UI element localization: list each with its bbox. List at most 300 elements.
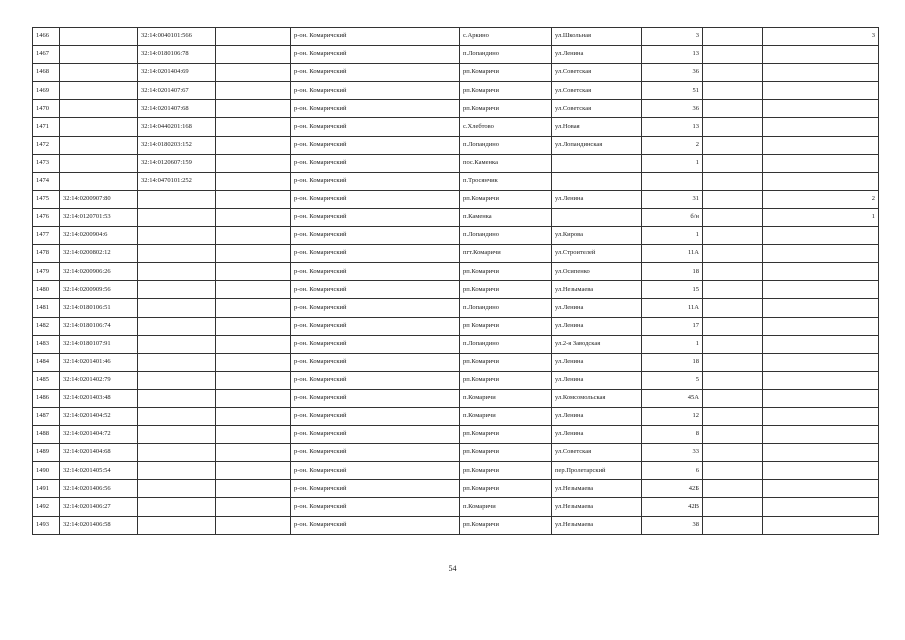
street-cell: ул.Советская bbox=[552, 444, 642, 462]
empty-cell bbox=[703, 426, 763, 444]
locality-cell: п.Лопандино bbox=[460, 46, 552, 64]
count-cell bbox=[763, 371, 879, 389]
locality-cell: п.Каменка bbox=[460, 208, 552, 226]
property-register-table bbox=[32, 27, 879, 535]
cadastral-number-alt-cell bbox=[138, 462, 216, 480]
house-number-cell: 1 bbox=[642, 227, 703, 245]
row-number-cell: 1492 bbox=[33, 498, 60, 516]
count-cell bbox=[763, 281, 879, 299]
row-number-cell: 1482 bbox=[33, 317, 60, 335]
count-cell: 1 bbox=[763, 208, 879, 226]
cadastral-number-cell: 32:14:0201406:27 bbox=[60, 498, 138, 516]
table-row bbox=[33, 444, 879, 462]
district-cell: р-он. Комаричский bbox=[291, 154, 460, 172]
locality-cell: п.Лопандино bbox=[460, 136, 552, 154]
empty-cell bbox=[703, 227, 763, 245]
table-row bbox=[33, 317, 879, 335]
district-cell: р-он. Комаричский bbox=[291, 317, 460, 335]
cadastral-number-cell: 32:14:0201406:56 bbox=[60, 480, 138, 498]
house-number-cell: 8 bbox=[642, 426, 703, 444]
cadastral-number-alt-cell: 32:14:0040101:566 bbox=[138, 28, 216, 46]
locality-cell: рп.Комаричи bbox=[460, 444, 552, 462]
empty-cell bbox=[703, 335, 763, 353]
street-cell: ул.Ленина bbox=[552, 317, 642, 335]
street-cell bbox=[552, 154, 642, 172]
row-number-cell: 1481 bbox=[33, 299, 60, 317]
cadastral-number-cell bbox=[60, 46, 138, 64]
cadastral-number-cell: 32:14:0201402:79 bbox=[60, 371, 138, 389]
district-cell: р-он. Комаричский bbox=[291, 100, 460, 118]
street-cell: ул.Лопандинская bbox=[552, 136, 642, 154]
cadastral-number-alt-cell bbox=[138, 299, 216, 317]
count-cell bbox=[763, 136, 879, 154]
table-body bbox=[33, 28, 879, 535]
empty-cell bbox=[216, 263, 291, 281]
table-row bbox=[33, 154, 879, 172]
locality-cell: рп.Комаричи bbox=[460, 480, 552, 498]
cadastral-number-alt-cell bbox=[138, 281, 216, 299]
cadastral-number-alt-cell: 32:14:0180106:78 bbox=[138, 46, 216, 64]
row-number-cell: 1487 bbox=[33, 407, 60, 425]
empty-cell bbox=[216, 82, 291, 100]
table-row bbox=[33, 498, 879, 516]
house-number-cell: 1 bbox=[642, 335, 703, 353]
row-number-cell: 1483 bbox=[33, 335, 60, 353]
locality-cell: рп.Комаричи bbox=[460, 82, 552, 100]
row-number-cell: 1489 bbox=[33, 444, 60, 462]
empty-cell bbox=[216, 426, 291, 444]
house-number-cell: 1 bbox=[642, 154, 703, 172]
street-cell: ул.Ленина bbox=[552, 353, 642, 371]
empty-cell bbox=[703, 190, 763, 208]
street-cell: ул.Осипенко bbox=[552, 263, 642, 281]
empty-cell bbox=[703, 353, 763, 371]
district-cell: р-он. Комаричский bbox=[291, 227, 460, 245]
locality-cell: рп.Комаричи bbox=[460, 190, 552, 208]
empty-cell bbox=[216, 118, 291, 136]
row-number-cell: 1472 bbox=[33, 136, 60, 154]
table-row bbox=[33, 480, 879, 498]
house-number-cell: 42Б bbox=[642, 480, 703, 498]
empty-cell bbox=[216, 100, 291, 118]
district-cell: р-он. Комаричский bbox=[291, 407, 460, 425]
empty-cell bbox=[216, 154, 291, 172]
empty-cell bbox=[216, 516, 291, 534]
house-number-cell: 18 bbox=[642, 353, 703, 371]
cadastral-number-alt-cell bbox=[138, 227, 216, 245]
cadastral-number-cell: 32:14:0180106:51 bbox=[60, 299, 138, 317]
street-cell: ул.Ленина bbox=[552, 426, 642, 444]
house-number-cell: 12 bbox=[642, 407, 703, 425]
empty-cell bbox=[216, 281, 291, 299]
locality-cell: пгт.Комаричи bbox=[460, 245, 552, 263]
district-cell: р-он. Комаричский bbox=[291, 118, 460, 136]
cadastral-number-cell bbox=[60, 100, 138, 118]
street-cell: ул.Ленина bbox=[552, 190, 642, 208]
locality-cell: п.Комаричи bbox=[460, 498, 552, 516]
locality-cell: пос.Каменка bbox=[460, 154, 552, 172]
district-cell: р-он. Комаричский bbox=[291, 498, 460, 516]
empty-cell bbox=[703, 480, 763, 498]
cadastral-number-alt-cell bbox=[138, 245, 216, 263]
cadastral-number-cell bbox=[60, 28, 138, 46]
count-cell bbox=[763, 172, 879, 190]
empty-cell bbox=[703, 245, 763, 263]
street-cell: ул.Незымаева bbox=[552, 281, 642, 299]
street-cell: ул.Ленина bbox=[552, 46, 642, 64]
house-number-cell: 6 bbox=[642, 462, 703, 480]
count-cell: 2 bbox=[763, 190, 879, 208]
table-row bbox=[33, 118, 879, 136]
row-number-cell: 1477 bbox=[33, 227, 60, 245]
house-number-cell: 31 bbox=[642, 190, 703, 208]
empty-cell bbox=[216, 190, 291, 208]
locality-cell: рп.Комаричи bbox=[460, 426, 552, 444]
empty-cell bbox=[216, 317, 291, 335]
district-cell: р-он. Комаричский bbox=[291, 462, 460, 480]
cadastral-number-cell bbox=[60, 118, 138, 136]
locality-cell: рп.Комаричи bbox=[460, 64, 552, 82]
table-row bbox=[33, 28, 879, 46]
table-row bbox=[33, 407, 879, 425]
empty-cell bbox=[703, 498, 763, 516]
count-cell bbox=[763, 353, 879, 371]
house-number-cell: 13 bbox=[642, 118, 703, 136]
locality-cell: с.Аркино bbox=[460, 28, 552, 46]
table-row bbox=[33, 64, 879, 82]
empty-cell bbox=[703, 172, 763, 190]
table-row bbox=[33, 172, 879, 190]
cadastral-number-cell bbox=[60, 154, 138, 172]
cadastral-number-alt-cell bbox=[138, 480, 216, 498]
district-cell: р-он. Комаричский bbox=[291, 82, 460, 100]
street-cell: ул.Ленина bbox=[552, 407, 642, 425]
district-cell: р-он. Комаричский bbox=[291, 353, 460, 371]
district-cell: р-он. Комаричский bbox=[291, 64, 460, 82]
empty-cell bbox=[703, 516, 763, 534]
empty-cell bbox=[216, 371, 291, 389]
cadastral-number-cell: 32:14:0201403:48 bbox=[60, 389, 138, 407]
row-number-cell: 1469 bbox=[33, 82, 60, 100]
count-cell bbox=[763, 118, 879, 136]
locality-cell: п.Тросянчик bbox=[460, 172, 552, 190]
cadastral-number-cell: 32:14:0201401:46 bbox=[60, 353, 138, 371]
count-cell bbox=[763, 82, 879, 100]
district-cell: р-он. Комаричский bbox=[291, 245, 460, 263]
count-cell bbox=[763, 426, 879, 444]
empty-cell bbox=[703, 208, 763, 226]
street-cell bbox=[552, 208, 642, 226]
empty-cell bbox=[703, 64, 763, 82]
house-number-cell: 45А bbox=[642, 389, 703, 407]
row-number-cell: 1493 bbox=[33, 516, 60, 534]
table-row bbox=[33, 335, 879, 353]
street-cell: ул.Советская bbox=[552, 64, 642, 82]
street-cell: ул.Советская bbox=[552, 100, 642, 118]
row-number-cell: 1475 bbox=[33, 190, 60, 208]
district-cell: р-он. Комаричский bbox=[291, 172, 460, 190]
district-cell: р-он. Комаричский bbox=[291, 299, 460, 317]
cadastral-number-cell: 32:14:0200909:56 bbox=[60, 281, 138, 299]
table-row bbox=[33, 353, 879, 371]
row-number-cell: 1470 bbox=[33, 100, 60, 118]
empty-cell bbox=[703, 389, 763, 407]
district-cell: р-он. Комаричский bbox=[291, 208, 460, 226]
table-row bbox=[33, 227, 879, 245]
empty-cell bbox=[703, 82, 763, 100]
empty-cell bbox=[703, 371, 763, 389]
locality-cell: с.Хлебтово bbox=[460, 118, 552, 136]
district-cell: р-он. Комаричский bbox=[291, 516, 460, 534]
locality-cell: рп.Комаричи bbox=[460, 281, 552, 299]
table-row bbox=[33, 263, 879, 281]
house-number-cell: 42В bbox=[642, 498, 703, 516]
row-number-cell: 1490 bbox=[33, 462, 60, 480]
count-cell bbox=[763, 480, 879, 498]
locality-cell: рп Комаричи bbox=[460, 317, 552, 335]
empty-cell bbox=[703, 407, 763, 425]
street-cell: ул.Школьная bbox=[552, 28, 642, 46]
table-row bbox=[33, 245, 879, 263]
empty-cell bbox=[703, 46, 763, 64]
empty-cell bbox=[216, 498, 291, 516]
count-cell bbox=[763, 462, 879, 480]
district-cell: р-он. Комаричский bbox=[291, 190, 460, 208]
street-cell: ул.2-я Заводская bbox=[552, 335, 642, 353]
street-cell: пер.Пролетарский bbox=[552, 462, 642, 480]
street-cell: ул.Новая bbox=[552, 118, 642, 136]
table-row bbox=[33, 100, 879, 118]
empty-cell bbox=[703, 28, 763, 46]
district-cell: р-он. Комаричский bbox=[291, 371, 460, 389]
locality-cell: рп.Комаричи bbox=[460, 516, 552, 534]
table-row bbox=[33, 426, 879, 444]
cadastral-number-cell bbox=[60, 64, 138, 82]
district-cell: р-он. Комаричский bbox=[291, 281, 460, 299]
cadastral-number-cell: 32:14:0180107:91 bbox=[60, 335, 138, 353]
house-number-cell: 36 bbox=[642, 64, 703, 82]
house-number-cell: 11А bbox=[642, 299, 703, 317]
table-row bbox=[33, 371, 879, 389]
cadastral-number-cell: 32:14:0200907:80 bbox=[60, 190, 138, 208]
cadastral-number-cell: 32:14:0120701:53 bbox=[60, 208, 138, 226]
district-cell: р-он. Комаричский bbox=[291, 263, 460, 281]
house-number-cell: 15 bbox=[642, 281, 703, 299]
row-number-cell: 1473 bbox=[33, 154, 60, 172]
locality-cell: рп.Комаричи bbox=[460, 100, 552, 118]
cadastral-number-alt-cell bbox=[138, 190, 216, 208]
locality-cell: п.Лопандино bbox=[460, 299, 552, 317]
house-number-cell: 11А bbox=[642, 245, 703, 263]
district-cell: р-он. Комаричский bbox=[291, 426, 460, 444]
street-cell: ул.Кирова bbox=[552, 227, 642, 245]
cadastral-number-alt-cell bbox=[138, 263, 216, 281]
locality-cell: рп.Комаричи bbox=[460, 263, 552, 281]
street-cell: ул.Ленина bbox=[552, 299, 642, 317]
count-cell bbox=[763, 227, 879, 245]
count-cell bbox=[763, 100, 879, 118]
cadastral-number-alt-cell: 32:14:0201404:69 bbox=[138, 64, 216, 82]
count-cell bbox=[763, 299, 879, 317]
count-cell bbox=[763, 64, 879, 82]
row-number-cell: 1491 bbox=[33, 480, 60, 498]
count-cell bbox=[763, 498, 879, 516]
empty-cell bbox=[703, 154, 763, 172]
cadastral-number-alt-cell bbox=[138, 389, 216, 407]
count-cell bbox=[763, 263, 879, 281]
locality-cell: п.Лопандино bbox=[460, 335, 552, 353]
locality-cell: рп.Комаричи bbox=[460, 371, 552, 389]
street-cell: ул.Незымаева bbox=[552, 498, 642, 516]
house-number-cell: 33 bbox=[642, 444, 703, 462]
district-cell: р-он. Комаричский bbox=[291, 335, 460, 353]
house-number-cell: б/н bbox=[642, 208, 703, 226]
cadastral-number-cell: 32:14:0201406:58 bbox=[60, 516, 138, 534]
empty-cell bbox=[216, 136, 291, 154]
cadastral-number-cell: 32:14:0201404:68 bbox=[60, 444, 138, 462]
cadastral-number-alt-cell: 32:14:0120607:159 bbox=[138, 154, 216, 172]
street-cell: ул.Комсомольская bbox=[552, 389, 642, 407]
locality-cell: рп.Комаричи bbox=[460, 353, 552, 371]
cadastral-number-alt-cell bbox=[138, 444, 216, 462]
cadastral-number-cell: 32:14:0180106:74 bbox=[60, 317, 138, 335]
count-cell bbox=[763, 317, 879, 335]
empty-cell bbox=[216, 389, 291, 407]
count-cell bbox=[763, 389, 879, 407]
locality-cell: п.Лопандино bbox=[460, 227, 552, 245]
cadastral-number-cell bbox=[60, 82, 138, 100]
house-number-cell: 38 bbox=[642, 516, 703, 534]
count-cell bbox=[763, 154, 879, 172]
cadastral-number-alt-cell bbox=[138, 407, 216, 425]
locality-cell: п.Комаричи bbox=[460, 407, 552, 425]
row-number-cell: 1474 bbox=[33, 172, 60, 190]
row-number-cell: 1478 bbox=[33, 245, 60, 263]
cadastral-number-alt-cell bbox=[138, 317, 216, 335]
district-cell: р-он. Комаричский bbox=[291, 136, 460, 154]
empty-cell bbox=[703, 281, 763, 299]
empty-cell bbox=[216, 245, 291, 263]
district-cell: р-он. Комаричский bbox=[291, 28, 460, 46]
row-number-cell: 1476 bbox=[33, 208, 60, 226]
cadastral-number-cell bbox=[60, 136, 138, 154]
empty-cell bbox=[216, 407, 291, 425]
row-number-cell: 1466 bbox=[33, 28, 60, 46]
count-cell bbox=[763, 516, 879, 534]
table-row bbox=[33, 136, 879, 154]
empty-cell bbox=[216, 480, 291, 498]
cadastral-number-cell: 32:14:0200904:6 bbox=[60, 227, 138, 245]
cadastral-number-cell: 32:14:0201405:54 bbox=[60, 462, 138, 480]
cadastral-number-cell: 32:14:0201404:52 bbox=[60, 407, 138, 425]
row-number-cell: 1471 bbox=[33, 118, 60, 136]
empty-cell bbox=[216, 353, 291, 371]
table-row bbox=[33, 82, 879, 100]
cadastral-number-alt-cell: 32:14:0201407:68 bbox=[138, 100, 216, 118]
empty-cell bbox=[703, 462, 763, 480]
count-cell bbox=[763, 245, 879, 263]
cadastral-number-alt-cell: 32:14:0201407:67 bbox=[138, 82, 216, 100]
empty-cell bbox=[703, 136, 763, 154]
count-cell bbox=[763, 407, 879, 425]
house-number-cell: 36 bbox=[642, 100, 703, 118]
empty-cell bbox=[703, 444, 763, 462]
house-number-cell: 51 bbox=[642, 82, 703, 100]
cadastral-number-alt-cell bbox=[138, 371, 216, 389]
row-number-cell: 1479 bbox=[33, 263, 60, 281]
cadastral-number-alt-cell bbox=[138, 353, 216, 371]
street-cell bbox=[552, 172, 642, 190]
empty-cell bbox=[216, 227, 291, 245]
table-row bbox=[33, 389, 879, 407]
row-number-cell: 1488 bbox=[33, 426, 60, 444]
district-cell: р-он. Комаричский bbox=[291, 389, 460, 407]
page-number: 54 bbox=[448, 564, 457, 573]
street-cell: ул.Ленина bbox=[552, 371, 642, 389]
house-number-cell: 18 bbox=[642, 263, 703, 281]
house-number-cell: 17 bbox=[642, 317, 703, 335]
cadastral-number-alt-cell bbox=[138, 208, 216, 226]
empty-cell bbox=[216, 46, 291, 64]
cadastral-number-cell bbox=[60, 172, 138, 190]
cadastral-number-cell: 32:14:0200906:26 bbox=[60, 263, 138, 281]
row-number-cell: 1484 bbox=[33, 353, 60, 371]
house-number-cell: 3 bbox=[642, 28, 703, 46]
row-number-cell: 1467 bbox=[33, 46, 60, 64]
table-row bbox=[33, 516, 879, 534]
empty-cell bbox=[216, 28, 291, 46]
street-cell: ул.Незымаева bbox=[552, 516, 642, 534]
table-row bbox=[33, 299, 879, 317]
cadastral-number-alt-cell: 32:14:0440201:168 bbox=[138, 118, 216, 136]
count-cell: 3 bbox=[763, 28, 879, 46]
row-number-cell: 1480 bbox=[33, 281, 60, 299]
empty-cell bbox=[216, 444, 291, 462]
street-cell: ул.Незымаева bbox=[552, 480, 642, 498]
empty-cell bbox=[216, 64, 291, 82]
cadastral-number-alt-cell bbox=[138, 335, 216, 353]
empty-cell bbox=[216, 299, 291, 317]
cadastral-number-alt-cell bbox=[138, 498, 216, 516]
table-row bbox=[33, 462, 879, 480]
count-cell bbox=[763, 46, 879, 64]
row-number-cell: 1485 bbox=[33, 371, 60, 389]
cadastral-number-alt-cell: 32:14:0470101:252 bbox=[138, 172, 216, 190]
table-row bbox=[33, 190, 879, 208]
empty-cell bbox=[703, 100, 763, 118]
cadastral-number-alt-cell bbox=[138, 516, 216, 534]
house-number-cell: 13 bbox=[642, 46, 703, 64]
count-cell bbox=[763, 444, 879, 462]
cadastral-number-cell: 32:14:0200802:12 bbox=[60, 245, 138, 263]
empty-cell bbox=[703, 263, 763, 281]
empty-cell bbox=[703, 118, 763, 136]
district-cell: р-он. Комаричский bbox=[291, 480, 460, 498]
empty-cell bbox=[703, 317, 763, 335]
row-number-cell: 1468 bbox=[33, 64, 60, 82]
empty-cell bbox=[216, 172, 291, 190]
street-cell: ул.Советская bbox=[552, 82, 642, 100]
cadastral-number-alt-cell bbox=[138, 426, 216, 444]
district-cell: р-он. Комаричский bbox=[291, 444, 460, 462]
locality-cell: п.Комаричи bbox=[460, 389, 552, 407]
table-row bbox=[33, 208, 879, 226]
empty-cell bbox=[216, 208, 291, 226]
locality-cell: рп.Комаричи bbox=[460, 462, 552, 480]
street-cell: ул.Строителей bbox=[552, 245, 642, 263]
empty-cell bbox=[703, 299, 763, 317]
table-row bbox=[33, 281, 879, 299]
